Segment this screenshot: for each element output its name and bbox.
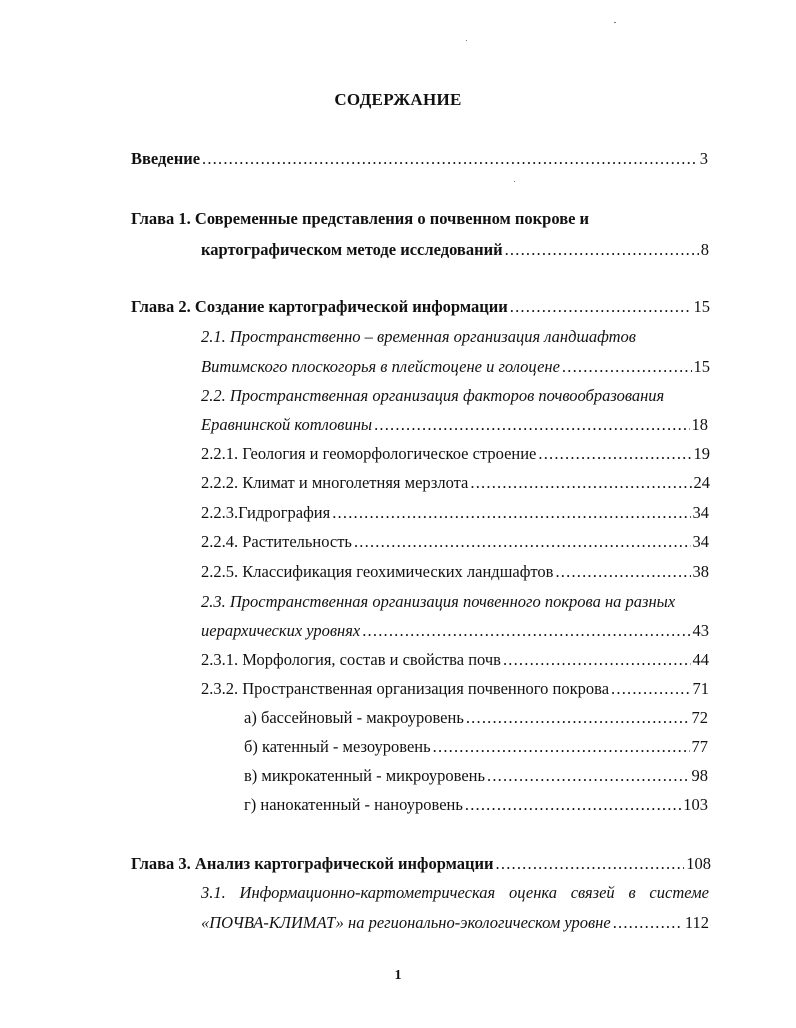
toc-entry-2-2[interactable]: Еравнинской котловины ..... 18	[201, 413, 708, 437]
toc-entry-introduction[interactable]: Введение ..... 3	[131, 147, 708, 171]
toc-entry-2-2-1[interactable]: 2.2.1. Геология и геоморфологическое строение ..... 19	[201, 442, 710, 466]
toc-entry-3-1-line1[interactable]: 3.1. Информационно-картометрическая оценка связей в системе	[201, 883, 709, 902]
toc-entry-chapter-1[interactable]: картографическом методе исследований ..... 8	[201, 238, 709, 262]
toc-entry-2-3-2-v[interactable]: в) микрокатенный - микроуровень ..... 98	[244, 764, 708, 788]
scan-speck	[614, 22, 616, 23]
toc-entry-2-2-4[interactable]: 2.2.4. Растительность ..... 34	[201, 530, 709, 554]
toc-entry-2-3-2-g[interactable]: г) нанокатенный - наноуровень ..... 103	[244, 793, 708, 817]
toc-entry-3-1[interactable]: «ПОЧВА-КЛИМАТ» на регионально-экологическом уровне ..... 112	[201, 911, 709, 935]
scan-speck	[514, 181, 515, 182]
toc-entry-2-3-2[interactable]: 2.3.2. Пространственная организация почвенного покрова ..... 71	[201, 677, 709, 701]
toc-entry-chapter-1-line1[interactable]: Глава 1. Современные представления о почвенном покрове и	[131, 209, 590, 228]
toc-entry-2-1-line1[interactable]: 2.1. Пространственно – временная организация ландшафтов	[201, 327, 636, 346]
toc-entry-2-3-1[interactable]: 2.3.1. Морфология, состав и свойства почв ..... 44	[201, 648, 709, 672]
page-number: 1	[394, 968, 402, 983]
toc-entry-2-2-5[interactable]: 2.2.5. Классификация геохимических ландшафтов ..... 38	[201, 560, 709, 584]
toc-entry-chapter-3[interactable]: Глава 3. Анализ картографической информации ..... 108	[131, 852, 711, 876]
toc-entry-2-2-3[interactable]: 2.2.3.Гидрография ..... 34	[201, 501, 709, 525]
toc-entry-2-1[interactable]: Витимского плоскогорья в плейстоцене и голоцене ..... 15	[201, 355, 710, 379]
toc-entry-2-3-2-a[interactable]: а) бассейновый - макроуровень ..... 72	[244, 706, 708, 730]
toc-entry-2-2-line1[interactable]: 2.2. Пространственная организация факторов почвообразования	[201, 386, 665, 405]
toc-entry-chapter-2[interactable]: Глава 2. Создание картографической информации ..... 15	[131, 295, 710, 319]
scan-speck	[466, 40, 467, 41]
toc-entry-2-2-2[interactable]: 2.2.2. Климат и многолетняя мерзлота ..... 24	[201, 471, 710, 495]
toc-entry-2-3[interactable]: иерархических уровнях ..... 43	[201, 619, 709, 643]
toc-entry-2-3-2-b[interactable]: б) катенный - мезоуровень ..... 77	[244, 735, 708, 759]
page-title: СОДЕРЖАНИЕ	[334, 90, 462, 109]
toc-entry-2-3-line1[interactable]: 2.3. Пространственная организация почвенного покрова на разных	[201, 592, 676, 611]
